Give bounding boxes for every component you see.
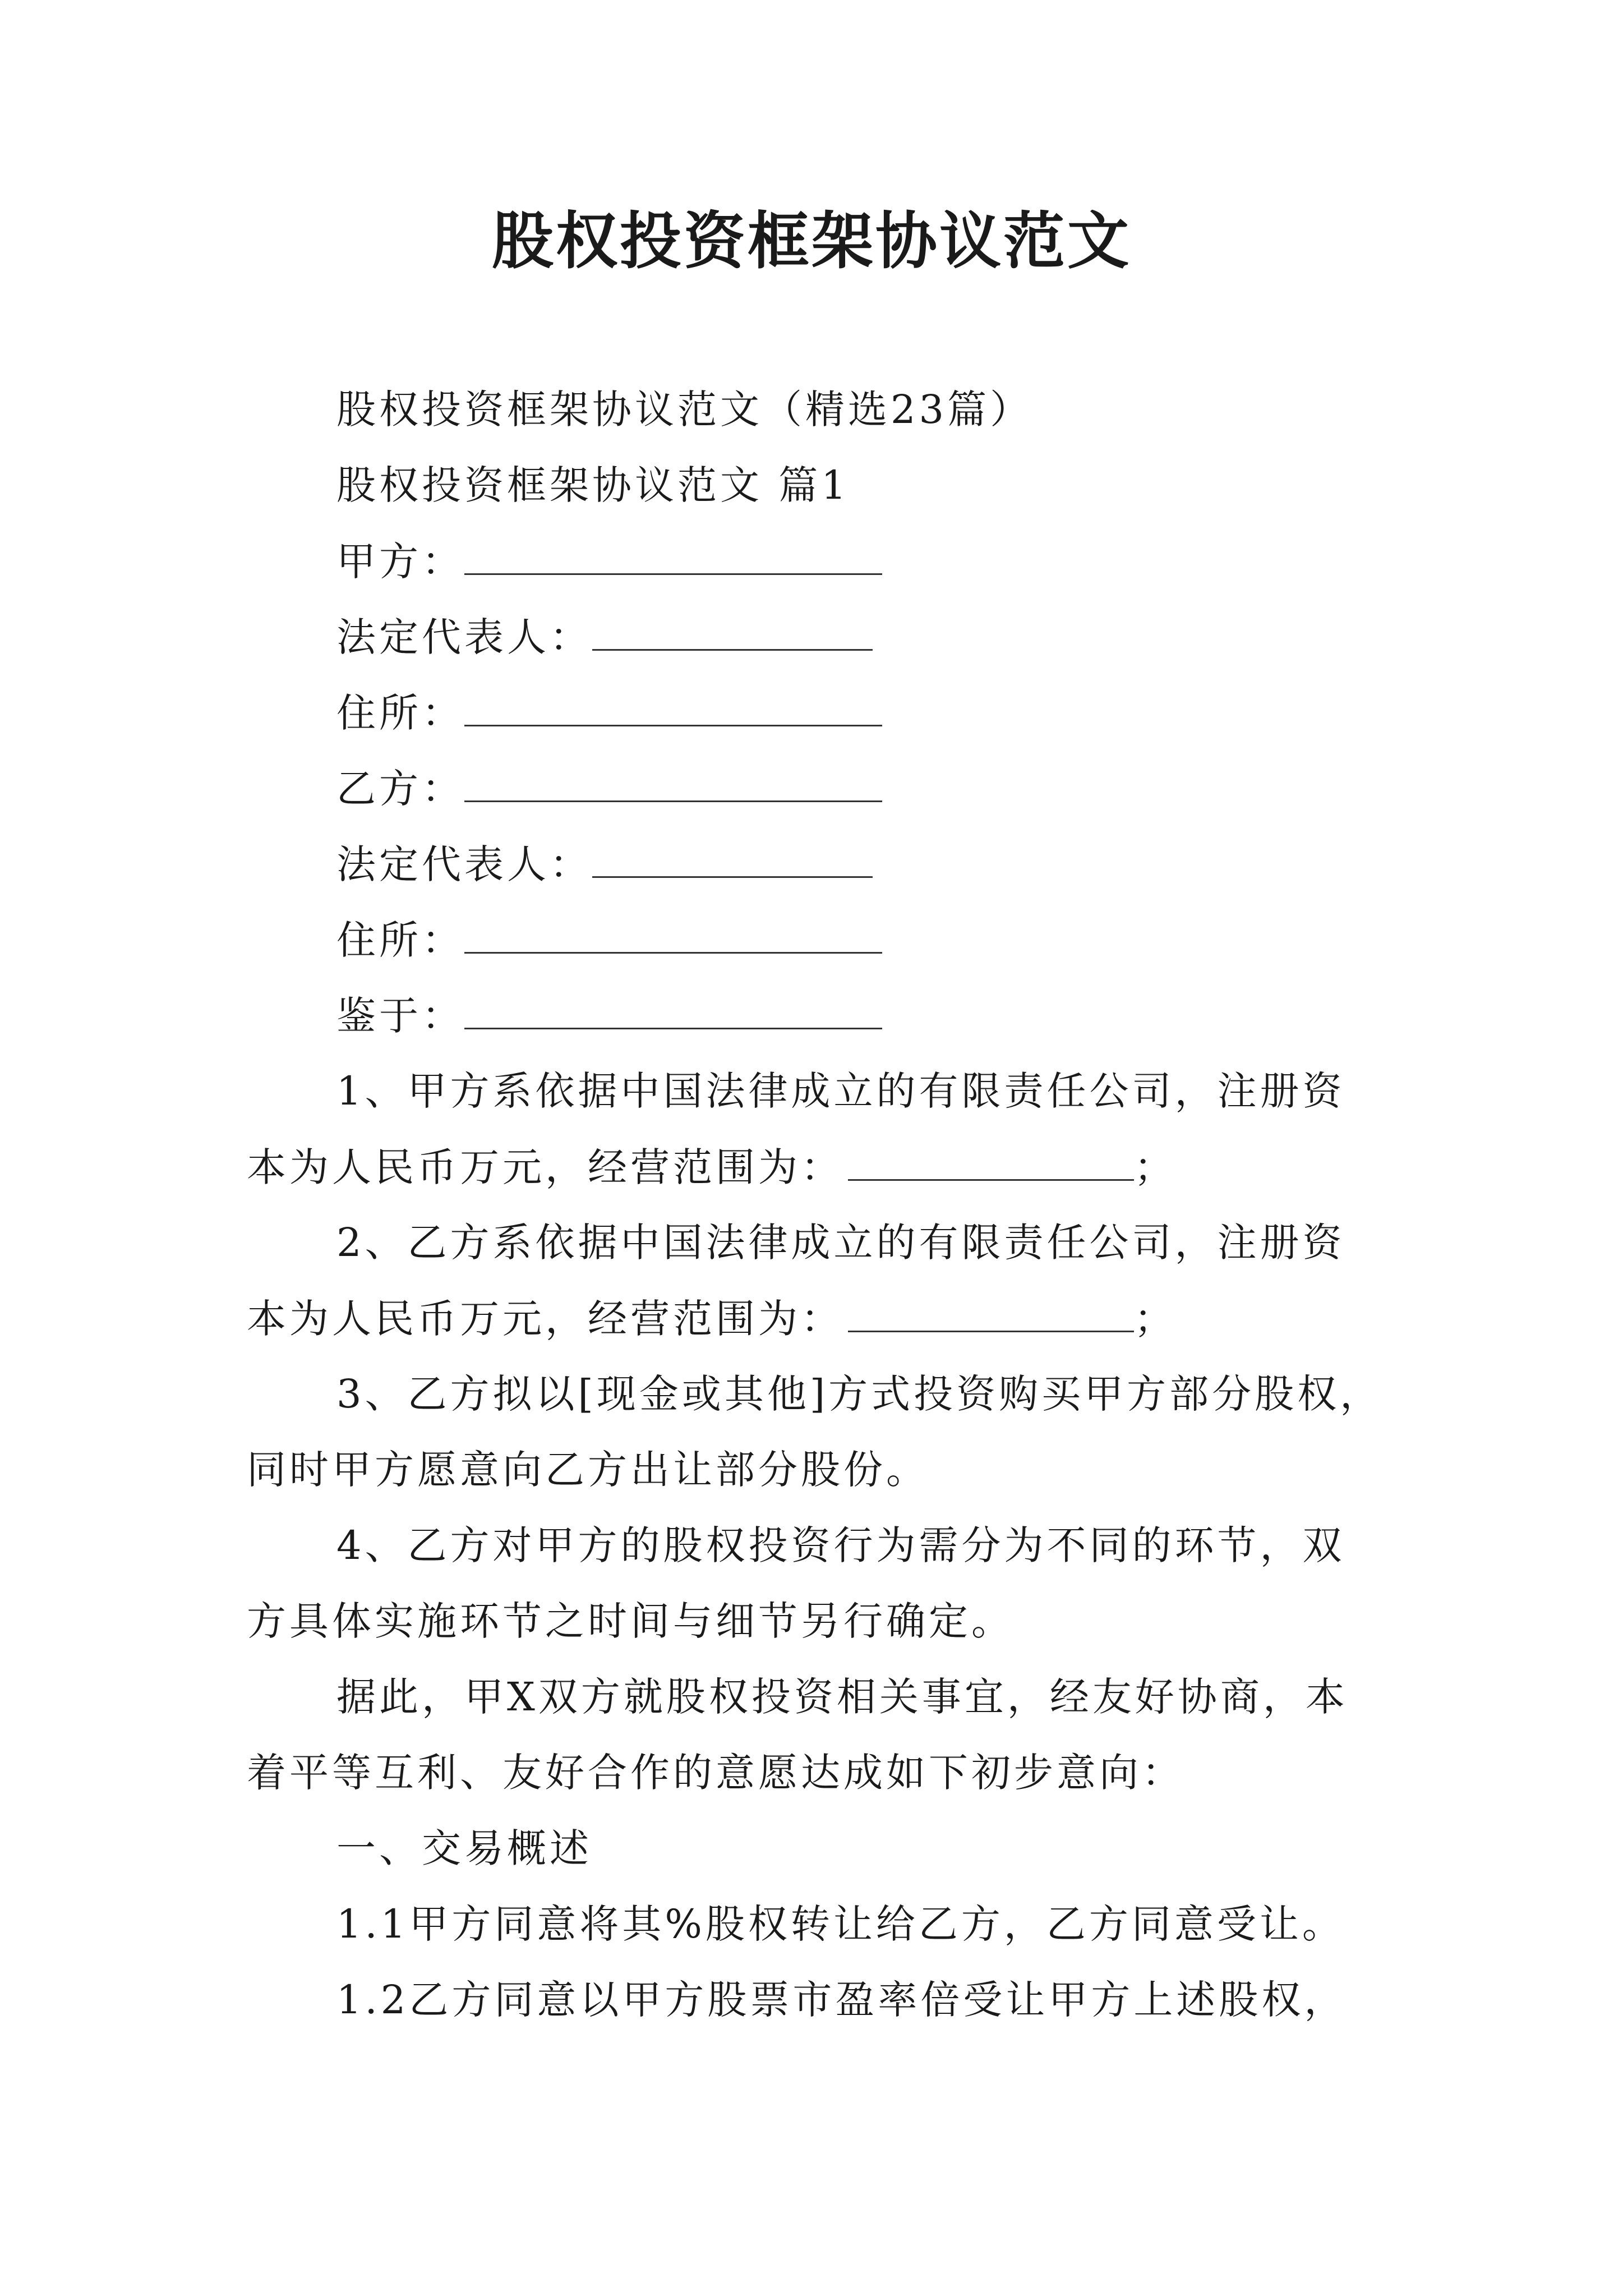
whereas-item-4-line1: 4、乙方对甲方的股权投资行为需分为不同的环节，双 <box>336 1522 1345 1568</box>
party-b-address-blank[interactable] <box>464 912 882 954</box>
party-a-field <box>336 533 882 590</box>
whereas-item-1-line1: 1、甲方系依据中国法律成立的有限责任公司，注册资 <box>336 1068 1345 1114</box>
party-a-legal-rep-blank[interactable] <box>592 609 873 651</box>
clause-1-1: 1.1甲方同意将其%股权转让给乙方，乙方同意受让。 <box>336 1901 1345 1947</box>
party-a-address-field <box>336 684 882 741</box>
business-scope-blank-a[interactable] <box>848 1139 1134 1181</box>
whereas-field <box>336 987 882 1044</box>
clause-1-2: 1.2乙方同意以甲方股票市盈率倍受让甲方上述股权， <box>336 1977 1347 2023</box>
field-label: 鉴于： <box>336 993 464 1039</box>
whereas-item-2-text: 本为人民币万元，经营范围为： <box>247 1296 843 1342</box>
party-a-blank[interactable] <box>464 533 882 575</box>
document-title: 股权投资框架协议范文 <box>492 205 1131 277</box>
whereas-item-1-text: 本为人民币万元，经营范围为： <box>247 1144 843 1190</box>
whereas-item-2-line1: 2、乙方系依据中国法律成立的有限责任公司，注册资 <box>336 1220 1345 1266</box>
whereas-item-2-line2 <box>247 1290 1177 1347</box>
document-subtitle: 股权投资框架协议范文（精选23篇） <box>336 386 1033 432</box>
field-label: 住所： <box>336 917 464 963</box>
party-b-address-field <box>336 912 882 968</box>
punctuation: ； <box>1134 1144 1177 1190</box>
whereas-blank[interactable] <box>464 987 882 1029</box>
article-one-heading: 一、交易概述 <box>336 1825 592 1871</box>
party-b-legal-rep-blank[interactable] <box>592 836 873 878</box>
section-heading: 股权投资框架协议范文 篇1 <box>336 462 850 508</box>
business-scope-blank-b[interactable] <box>848 1290 1134 1332</box>
whereas-item-3-line2: 同时甲方愿意向乙方出让部分股份。 <box>247 1447 929 1493</box>
whereas-item-3-line1: 3、乙方拟以[现金或其他]方式投资购买甲方部分股权， <box>336 1371 1383 1417</box>
preamble-line2: 着平等互利、友好合作的意愿达成如下初步意向： <box>247 1750 1184 1796</box>
party-b-blank[interactable] <box>464 760 882 802</box>
party-a-legal-rep-field <box>336 609 873 665</box>
field-label: 乙方： <box>336 766 464 812</box>
punctuation: ； <box>1134 1296 1177 1342</box>
party-b-field <box>336 760 882 817</box>
field-label: 法定代表人： <box>336 614 592 660</box>
whereas-item-1-line2 <box>247 1139 1177 1195</box>
party-b-legal-rep-field <box>336 836 873 892</box>
party-a-address-blank[interactable] <box>464 684 882 726</box>
field-label: 甲方： <box>336 539 464 585</box>
preamble-line1: 据此，甲X双方就股权投资相关事宜，经友好协商，本 <box>336 1674 1348 1720</box>
whereas-item-4-line2: 方具体实施环节之时间与细节另行确定。 <box>247 1598 1014 1644</box>
field-label: 住所： <box>336 690 464 736</box>
field-label: 法定代表人： <box>336 841 592 887</box>
